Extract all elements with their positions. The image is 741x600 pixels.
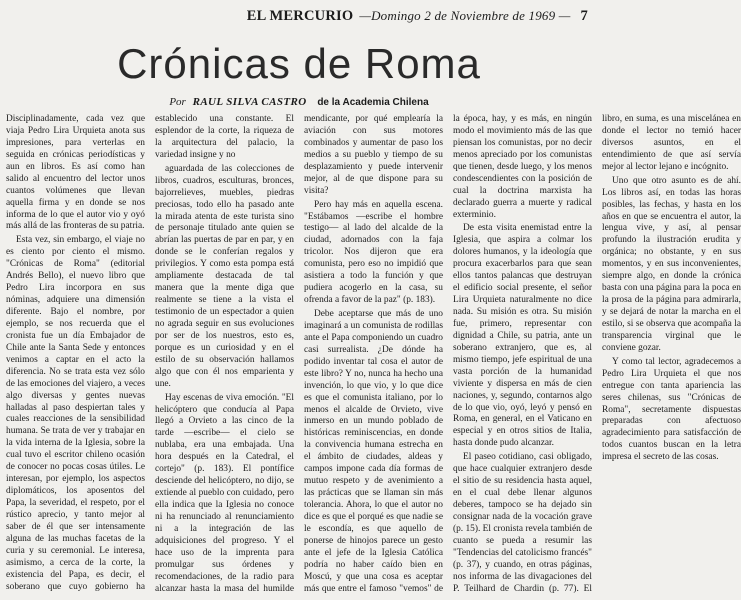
paragraph: Disciplinadamente, cada vez que viaja Pedro Lira Urquieta anota sus impresiones, para verterlas en seguida en crónicas periodísticas y aun en libros. Es así como han salido al encuentro del lector unos cuantos volúmenes que llevan aquella firma y en donde se nos informa de lo que el autor vio y oyó más allá de las fronteras de su patria. bbox=[6, 114, 145, 232]
newspaper-name: EL MERCURIO bbox=[246, 8, 354, 24]
byline-prefix: Por bbox=[169, 96, 186, 108]
paragraph: Esta vez, sin embargo, el viaje no es ciento por ciento el mismo. "Crónicas de Roma" (editorial Andrés Bello), el nuevo libro que Pedro Lira incorpora en sus nóminas, adquiere una dimensión diferente. Bajo el nombre, por ejemplo, se nos recuerda que el cronista fue un día Embajador de Chile ante la Santa Sede y entonces venimos a captar en el acto la diferencia. No se trata esta vez sólo de las emociones del viajero, a veces algo diversas y gentes nuevas halladas al paso despiertan tales y cuales reacciones de la sensibilidad humana. Se trata de ver y trabajar en la vida interna de la Iglesia, sobre la cual tuvo el escritor chileno ocasión de conocer no pocas cosas útiles. Le interesan, por ejemplo, los aspectos diplomáticos, los aposentos del Papa, la severidad, el respeto, por el rústico aprecio, y tanto mejor al saber de él que ser intensamente alguna de las muchas facetas de la curia y su ceremonial. Le interesa, asimismo, a cerca de la corte, la existencia del Papa, es decir, el soberano que cuyo gobierno ha establecido una constante. El esplendor de la corte, la riqueza de la arquitectura del palacio, la variedad insigne y no bbox=[6, 114, 294, 592]
paragraph: aguardada de las colecciones de libros, cuadros, esculturas, bronces, bajorrelieves, muebles, piedras preciosas, todo ello ha pasado ante la mirada atenta de este turista sino de personaje titulado ante quien se abrían las puertas de par en par, y en donde se le conferían regalos y privilegios. Y como esta pompa está ampliamente destacada de tal manera que la mente diga que realmente se tiene a la vista el testimonio de un espectador a quien no agrada seguir en sus evoluciones por ser de los nuestros, esto es, porque es un curiosidad y en el estilo de su observación hallamos algo que con él nos emparienta y une. bbox=[155, 163, 294, 389]
article-body bbox=[6, 114, 741, 598]
paragraph: Debe aceptarse que más de uno imaginará a un comunista de rodillas ante el Papa componiendo un cuadro casi surrealista. ¿De dónde ha podido inventar tal cosa el autor de este libro? Y no, nunca ha hecho una invención, lo que vio, y lo que dice es que el comunista italiano, por lo menos el alcalde de Orvieto, vive inmerso en un mundo poblado de históricas reminiscencias, en donde la convivencia humana estrecha en el ámbito de ciudades, aldeas y campos impone cada día formas de mutuo respeto y de avenimiento a las prácticas que se llaman sin más tolerancia. Ahora, lo que el autor no dice es que el porqué es que nadie se le escondía, es que aquello de ponerse de hinojos parece un gesto ante el jefe de la Iglesia Católica podría no haber caído bien en Moscú, y que una cosa es aceptar más que entre el famoso "vemos" de la época, hay, y es más, en ningún modo el movimiento más de las que piensan los comunistas, por no decir menos apreciado por los comunistas que tienen, desde luego, y los menos condescendientes con la posición de cual la doctrina marxista ha declarado guerra a muerte y radical exterminio. bbox=[304, 114, 592, 594]
paragraph: Pero hay más en aquella escena. "Estábamos —escribe el hombre testigo— al lado del alcalde de la ciudad, adornados con la faja tricolor. Nos dijeron que era comunista, pero eso no impidió que asistiera a todo la función y que pudiera acogerlo en la casa, su ofrenda a favor de la paz" (p. 183). bbox=[304, 199, 443, 306]
byline bbox=[0, 96, 598, 108]
paragraph: De esta visita enemistad entre la Iglesia, que aspira a colmar los dolores humanos, y la ideología que procura exacerbarlos para que sean ellos tantos palancas que destruyan el edificio social presente, el señor Lira Urquieta naturalmente no dice nada. Su misión es otra. Su misión fue, primero, representar con dignidad a Chile, su patria, ante un soberano extranjero, que es, al mismo tiempo, jefe espiritual de una vasta porción de la humanidad viviente y dispersa en más de cien naciones, y, segundo, contarnos algo de lo que vio, oyó, leyó y pensó en Roma, en general, en el Vaticano en especial y en otros sitios de Italia, hasta donde pudo alcanzar. bbox=[453, 223, 592, 449]
article-title: Crónicas de Roma bbox=[117, 40, 481, 87]
page-number: 7 bbox=[580, 8, 588, 24]
issue-date: —Domingo 2 de Noviembre de 1969 — bbox=[359, 8, 571, 23]
paragraph: Y como tal lector, agradecemos a Pedro Lira Urquieta el que nos entregue con tanta apariencia las seres chilenas, sus "Crónicas de Roma", secretamente dispuestas preparadas con afectuoso agradecimiento para satisfacción de todos cuantos buscan en la letra impresa el secreto de las cosas. bbox=[602, 356, 741, 463]
author-affiliation: de la Academia Chilena bbox=[317, 97, 429, 108]
page-header bbox=[247, 8, 588, 25]
paragraph: Uno que otro asunto es de ahí. Los libros así, en todas las horas posibles, las fechas, y hasta en los años en que se encuentra el autor, la lengua vive, y así, al pensar profundo la ilustración erudita y orgánica; no obstante, y en sus momentos, y en sus inconvenientes, siempre algo, en donde la crónica basta con una página para la poca en la prosa de la página para admirarla, y se dejará de notar la marcha en el estilo, si se observa que acompaña la transparencia virginal que le conviene gozar. bbox=[602, 175, 741, 353]
paragraph: Hay escenas de viva emoción. "El helicóptero que conducía al Papa llegó a Orvieto a las cinco de la tarde —escribe— el cielo se nublaba, era una embajada. Una hora después en la Catedral, el cortejo" (p. 183). El pontífice desciende del helicóptero, no dijo, se extiende al pueblo con cuidado, pero ella indica que la Iglesia no conoce ni ha renunciado al renunciamiento ni a la integración de las adquisiciones del progreso. Y el hace uso de la imprenta para promulgar sus órdenes y recomendaciones, de la radio para alcanzar hasta la masa del humilde mendicante, por qué emplearía la aviación con sus motores combinados y aumentar de paso los medios a su pueblo y tiempo de su desplazamiento y puede intervenir mejor, al de que dispone para su visita? bbox=[155, 114, 443, 594]
author-name: RAUL SILVA CASTRO bbox=[192, 96, 307, 108]
paragraph: El paseo cotidiano, casi obligado, que hace cualquier extranjero desde el sitio de su residencia hasta aquel, en el cual debe llenar algunos deberes, tampoco se ha dejado sin consignar nada de la vocación grave (p. 15). El cronista revela también de cuanto se pueda a resumir las "Tendencias del catolicismo francés" (p. 37), y cuando, en otras páginas, nos informa de las divagaciones del P. Teilhard de Chardin (p. 77). El libro, en suma, es una miscelánea en donde el lector no temió hacer diversos asuntos, en el entendimiento de que así servía mejor al lector lejano e incógnito. bbox=[453, 114, 741, 594]
